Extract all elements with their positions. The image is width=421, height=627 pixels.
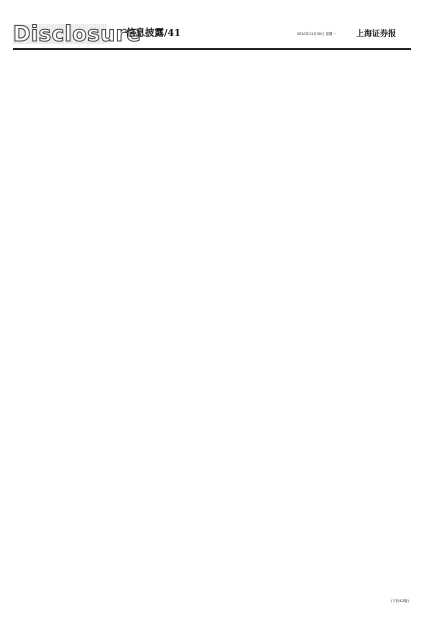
disclosure-table-columns bbox=[13, 52, 411, 608]
masthead bbox=[13, 22, 411, 46]
page-title: 信息披露/41 bbox=[126, 28, 181, 39]
newspaper-name: 上海证券报 bbox=[356, 28, 396, 38]
continued-to-label: (下转42版) bbox=[390, 599, 409, 603]
issue-date: 2020年11月30日 星期一 bbox=[297, 32, 336, 36]
masthead-rule bbox=[13, 48, 411, 50]
section-logo: Disclosure bbox=[13, 22, 142, 46]
